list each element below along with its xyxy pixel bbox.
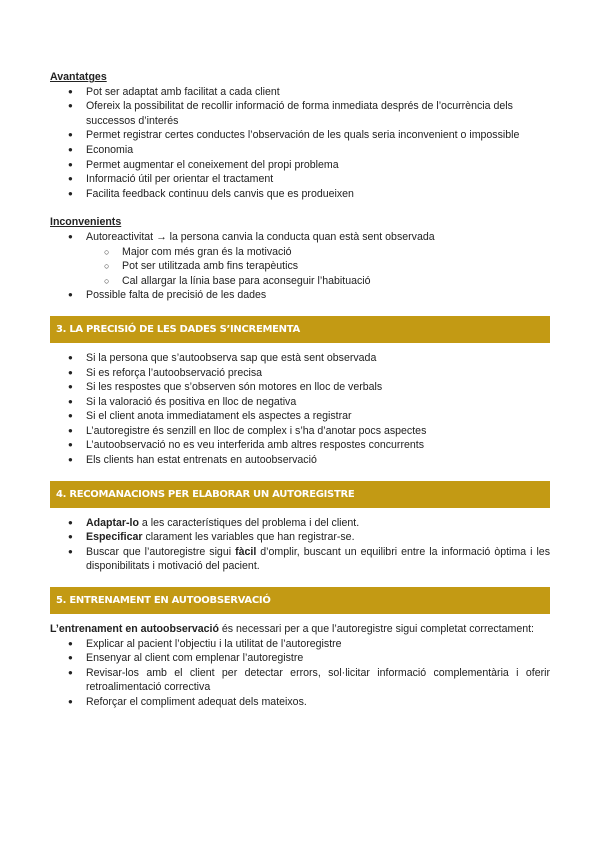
list-item: ● Revisar-los amb el client per detectar errors, sol·licitar informació complementària i oferir retroalimentació correctiva [50,666,550,695]
list-item: ● Ensenyar al client com emplenar l’autoregistre [50,651,550,666]
list-item [50,516,550,531]
intro-text: és necessari per a que l’autoregistre sigui completat correctament: [218,623,534,636]
list-item: ● Els clients han estat entrenats en autoobservació [50,453,550,468]
section-3-list [50,351,550,468]
section-3-banner: 3. LA PRECISIÓ DE LES DADES S’INCREMENTA [50,316,550,343]
list-item: ● L’autoregistre és senzill en lloc de complex i s’ha d’anotar pocs aspectes [50,424,550,439]
list-item [50,545,550,574]
list-item [50,230,550,288]
list-item: ● Si es reforça l’autoobservació precisa [50,366,550,381]
list-item: ● Pot ser adaptat amb facilitat a cada client [50,85,550,100]
section-5-list [50,637,550,710]
sub-list-item: ○ Major com més gran és la motivació [50,245,550,260]
inconvenients-list [50,230,550,303]
section-4-banner: 4. RECOMANACIONS PER ELABORAR UN AUTOREGISTRE [50,481,550,508]
bold-term: Especificar [86,531,143,544]
list-item: ● Possible falta de precisió de les dades [50,288,550,303]
list-item: ● Facilita feedback continuu dels canvis que es produeixen [50,187,550,202]
list-item [50,530,550,545]
list-item-text: Autoreactivitat → la persona canvia la conducta quan està sent observada [86,230,435,243]
section-5-banner: 5. ENTRENAMENT EN AUTOOBSERVACIÓ [50,587,550,614]
list-item: ● Ofereix la possibilitat de recollir informació de forma inmediata després de l’ocurrència dels successos d’interés [50,99,550,128]
avantatges-list [50,85,550,202]
document-content [50,70,550,710]
section-5-intro [50,622,550,637]
list-item: ● Si la persona que s’autoobserva sap que està sent observada [50,351,550,366]
list-item: ● Permet registrar certes conductes l’observación de les quals seria inconvenient o impossible [50,128,550,143]
sub-list [86,245,550,289]
list-item: ● Explicar al pacient l’objectiu i la utilitat de l’autoregistre [50,637,550,652]
avantatges-heading: Avantatges [50,71,107,83]
list-item: ● Si el client anota immediatament els aspectes a registrar [50,409,550,424]
list-item: ● Si les respostes que s’observen són motores en lloc de verbals [50,380,550,395]
sub-list-item: ○ Cal allargar la línia base para aconseguir l’habituació [50,274,550,289]
inconvenients-heading: Inconvenients [50,216,122,229]
list-item: ● Reforçar el compliment adequat dels mateixos. [50,695,550,710]
list-item-text: Buscar que l’autoregistre sigui [86,545,236,558]
list-item: ● L’autoobservació no es veu interferida amb altres respostes concurrents [50,438,550,453]
list-item: ● Permet augmentar el coneixement del propi problema [50,158,550,173]
list-item: ● Economia [50,143,550,158]
section-4-list [50,516,550,574]
bold-term: Adaptar-lo [86,516,139,529]
list-item: ● Si la valoració és positiva en lloc de negativa [50,395,550,410]
list-item-text: d’omplir, buscant un equilibri entre la informació òptima i les disponibilitats i motivació del pacient. [86,545,550,573]
list-item-text: clarament les variables que han registrar-se. [142,531,355,544]
list-item-text: a les característiques del problema i del client. [138,516,360,529]
bold-term: L’entrenament en autoobservació [50,623,219,636]
sub-list-item: ○ Pot ser utilitzada amb fins terapèutics [50,259,550,274]
list-item: ● Informació útil per orientar el tractament [50,172,550,187]
bold-term: fàcil [235,545,257,558]
